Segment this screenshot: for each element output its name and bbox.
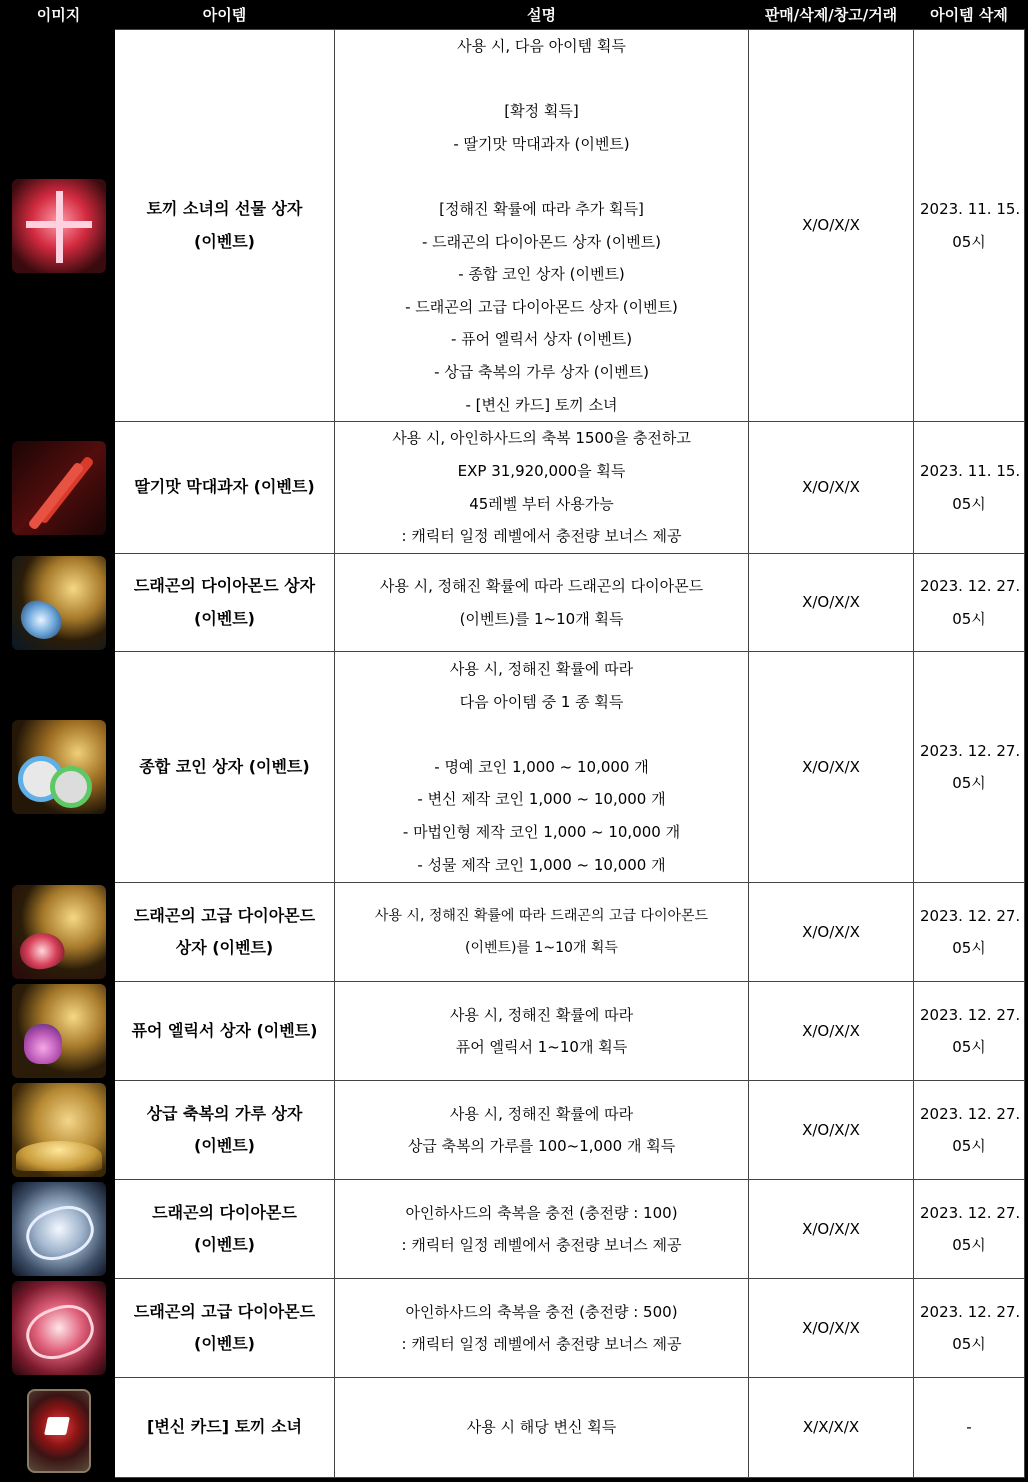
item-name: 퓨어 엘릭서 상자 (이벤트) bbox=[115, 982, 335, 1081]
table-row bbox=[3, 652, 1025, 883]
trade-flags: X/O/X/X bbox=[749, 982, 914, 1081]
item-description: 사용 시 해당 변신 획득 bbox=[335, 1378, 749, 1478]
delete-date: 2023. 12. 27. 05시 bbox=[914, 1081, 1025, 1180]
red-diamond-chest-icon bbox=[12, 885, 106, 979]
item-description: 사용 시, 아인하사드의 축복 1500을 충전하고 EXP 31,920,000을 획득 45레벨 부터 사용가능 : 캐릭터 일정 레벨에서 충전량 보너스 제공 bbox=[335, 422, 749, 554]
item-description: 아인하사드의 축복을 충전 (충전량 : 500) : 캐릭터 일정 레벨에서 충전량 보너스 제공 bbox=[335, 1279, 749, 1378]
item-name: 드래곤의 다이아몬드 상자 (이벤트) bbox=[115, 554, 335, 652]
trade-flags: X/O/X/X bbox=[749, 1180, 914, 1279]
item-description: 사용 시, 정해진 확률에 따라 상급 축복의 가루를 100~1,000 개 획득 bbox=[335, 1081, 749, 1180]
item-description: 사용 시, 정해진 확률에 따라 다음 아이템 중 1 종 획득 - 명예 코인 1,000 ~ 10,000 개 - 변신 제작 코인 1,000 ~ 10,000 개 - 마법인형 제작 코인 1,000 ~ 10,000 개 - 성물 제작 코인 1,000 ~ 10,000 개 bbox=[335, 652, 749, 883]
header-delete: 아이템 삭제 bbox=[914, 0, 1025, 30]
strawberry-stick-icon bbox=[12, 441, 106, 535]
diamond-chest-icon bbox=[12, 556, 106, 650]
item-name: 딸기맛 막대과자 (이벤트) bbox=[115, 422, 335, 554]
table-row bbox=[3, 554, 1025, 652]
table-row bbox=[3, 1180, 1025, 1279]
item-name: 드래곤의 고급 다이아몬드 상자 (이벤트) bbox=[115, 883, 335, 982]
header-trade: 판매/삭제/창고/거래 bbox=[749, 0, 914, 30]
item-name: 상급 축복의 가루 상자 (이벤트) bbox=[115, 1081, 335, 1180]
table-row bbox=[3, 1378, 1025, 1478]
header-row bbox=[3, 0, 1025, 30]
delete-date: 2023. 11. 15. 05시 bbox=[914, 30, 1025, 422]
table-row bbox=[3, 1279, 1025, 1378]
red-diamond-icon bbox=[12, 1281, 106, 1375]
delete-date: 2023. 12. 27. 05시 bbox=[914, 883, 1025, 982]
header-description: 설명 bbox=[335, 0, 749, 30]
table-row bbox=[3, 30, 1025, 422]
table-row bbox=[3, 982, 1025, 1081]
elixir-chest-icon bbox=[12, 984, 106, 1078]
trade-flags: X/X/X/X bbox=[749, 1378, 914, 1478]
delete-date: 2023. 12. 27. 05시 bbox=[914, 652, 1025, 883]
gift-box-icon bbox=[12, 179, 106, 273]
trade-flags: X/O/X/X bbox=[749, 883, 914, 982]
item-name: [변신 카드] 토끼 소녀 bbox=[115, 1378, 335, 1478]
item-name: 토끼 소녀의 선물 상자 (이벤트) bbox=[115, 30, 335, 422]
transform-card-icon bbox=[27, 1389, 91, 1473]
trade-flags: X/O/X/X bbox=[749, 422, 914, 554]
item-name: 종합 코인 상자 (이벤트) bbox=[115, 652, 335, 883]
diamond-icon bbox=[12, 1182, 106, 1276]
delete-date: 2023. 12. 27. 05시 bbox=[914, 1279, 1025, 1378]
item-name: 드래곤의 고급 다이아몬드 (이벤트) bbox=[115, 1279, 335, 1378]
table-row bbox=[3, 422, 1025, 554]
item-table bbox=[2, 0, 1025, 1478]
coin-chest-icon bbox=[12, 720, 106, 814]
table-row bbox=[3, 1081, 1025, 1180]
trade-flags: X/O/X/X bbox=[749, 652, 914, 883]
trade-flags: X/O/X/X bbox=[749, 1081, 914, 1180]
trade-flags: X/O/X/X bbox=[749, 30, 914, 422]
table-row bbox=[3, 883, 1025, 982]
item-name: 드래곤의 다이아몬드 (이벤트) bbox=[115, 1180, 335, 1279]
header-image: 이미지 bbox=[3, 0, 115, 30]
item-description: 사용 시, 다음 아이템 획득 [확정 획득] - 딸기맛 막대과자 (이벤트) [정해진 확률에 따라 추가 획득] - 드래곤의 다이아몬드 상자 (이벤트) - 종합 코인 상자 (이벤트) - 드래곤의 고급 다이아몬드 상자 (이벤트) - 퓨어 엘릭서 상자 (이벤트) - 상급 축복의 가루 상자 (이벤트) - [변신 카드] 토끼 소녀 bbox=[335, 30, 749, 422]
item-description: 아인하사드의 축복을 충전 (충전량 : 100) : 캐릭터 일정 레벨에서 충전량 보너스 제공 bbox=[335, 1180, 749, 1279]
delete-date: 2023. 12. 27. 05시 bbox=[914, 982, 1025, 1081]
trade-flags: X/O/X/X bbox=[749, 1279, 914, 1378]
delete-date: 2023. 11. 15. 05시 bbox=[914, 422, 1025, 554]
item-description: 사용 시, 정해진 확률에 따라 드래곤의 고급 다이아몬드 (이벤트)를 1~10개 획득 bbox=[335, 883, 749, 982]
delete-date: 2023. 12. 27. 05시 bbox=[914, 554, 1025, 652]
delete-date: - bbox=[914, 1378, 1025, 1478]
delete-date: 2023. 12. 27. 05시 bbox=[914, 1180, 1025, 1279]
powder-chest-icon bbox=[12, 1083, 106, 1177]
item-description: 사용 시, 정해진 확률에 따라 드래곤의 다이아몬드 (이벤트)를 1~10개 획득 bbox=[335, 554, 749, 652]
trade-flags: X/O/X/X bbox=[749, 554, 914, 652]
item-description: 사용 시, 정해진 확률에 따라 퓨어 엘릭서 1~10개 획득 bbox=[335, 982, 749, 1081]
header-item: 아이템 bbox=[115, 0, 335, 30]
